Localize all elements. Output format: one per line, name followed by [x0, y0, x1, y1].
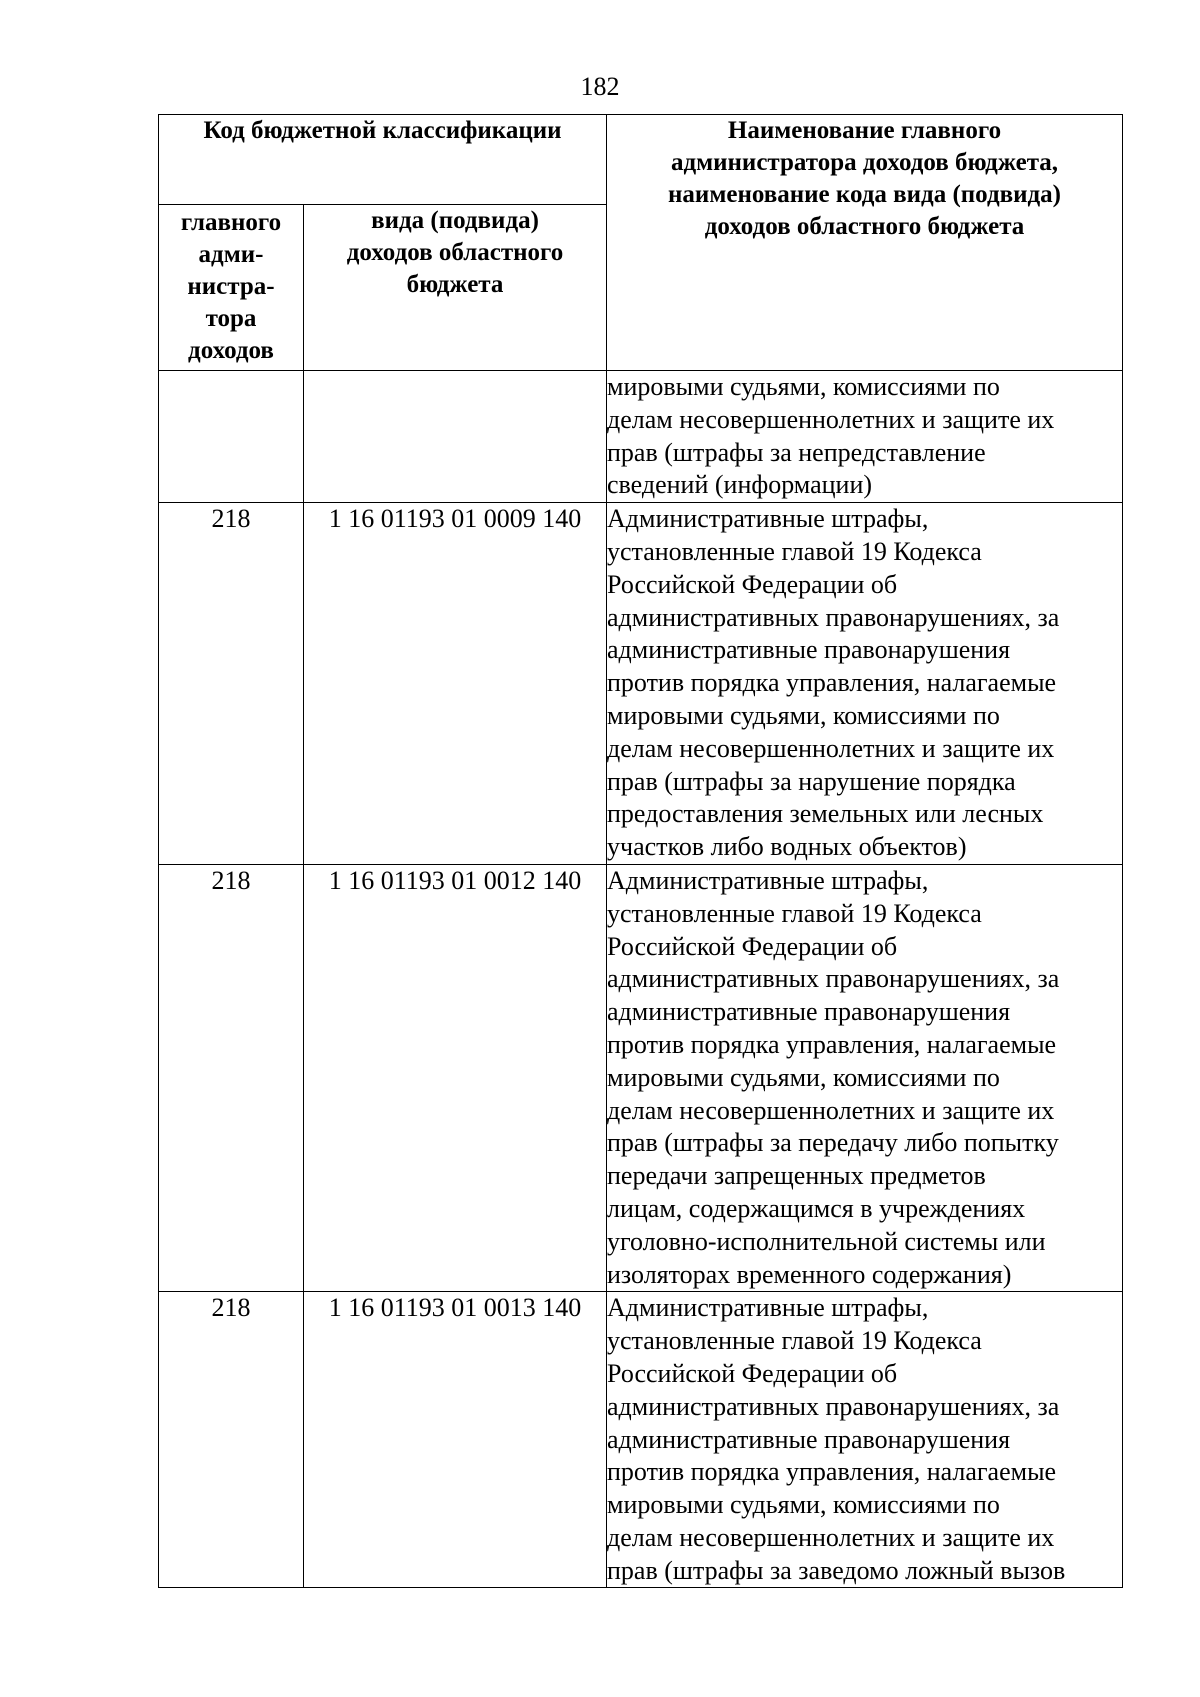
code-header-line: доходов областного [346, 239, 564, 266]
description-line: Административные штрафы, [607, 504, 929, 534]
admin-column-header [159, 205, 304, 371]
admin-code-cell [159, 371, 304, 503]
description-line: против порядка управления, налагаемые [607, 1457, 1057, 1487]
budget-code-group-header: Код бюджетной классификации [159, 115, 607, 205]
description-cell [607, 371, 1123, 503]
name-header-line: Наименование главного [727, 117, 1002, 144]
description-line: уголовно-исполнительной системы или [607, 1226, 1046, 1256]
description-line: делам несовершеннолетних и защите их [607, 1095, 1055, 1125]
description-line: прав (штрафы за нарушение порядка [607, 766, 1016, 796]
description-line: прав (штрафы за непредставление [607, 437, 986, 467]
code-column-header [304, 205, 607, 371]
name-header-line: наименование кода вида (подвида) [668, 181, 1061, 208]
description-line: делам несовершеннолетних и защите их [607, 733, 1055, 763]
description-line: Административные штрафы, [607, 1293, 929, 1323]
name-header-line: доходов областного бюджета [704, 213, 1025, 240]
income-code-cell: 1 16 01193 01 0009 140 [304, 503, 607, 865]
description-line: административных правонарушениях, за [607, 964, 1060, 994]
description-line: мировыми судьями, комиссиями по [607, 372, 1000, 401]
description-cell [607, 1292, 1123, 1588]
description-line: административные правонарушения [607, 1424, 1011, 1454]
description-cell [607, 503, 1123, 865]
admin-code-cell: 218 [159, 864, 304, 1291]
name-column-header [607, 115, 1123, 371]
income-code-cell: 1 16 01193 01 0012 140 [304, 864, 607, 1291]
admin-code-cell: 218 [159, 503, 304, 865]
description-line: административные правонарушения [607, 635, 1011, 665]
income-code-cell [304, 371, 607, 503]
description-line: установленные главой 19 Кодекса [607, 536, 982, 566]
description-line: прав (штрафы за передачу либо попытку [607, 1128, 1059, 1158]
description-line: административные правонарушения [607, 997, 1011, 1027]
admin-header-line: главного [180, 209, 282, 236]
description-line: делам несовершеннолетних и защите их [607, 1522, 1055, 1552]
admin-header-line: тора [205, 305, 257, 332]
description-line: административных правонарушениях, за [607, 1391, 1060, 1421]
code-header-line: вида (подвида) [371, 207, 539, 234]
description-cell [607, 864, 1123, 1291]
description-line: мировыми судьями, комиссиями по [607, 1062, 1000, 1092]
description-line: установленные главой 19 Кодекса [607, 1326, 982, 1356]
description-line: Российской Федерации об [607, 1358, 898, 1388]
description-line: Российской Федерации об [607, 931, 898, 961]
description-line: изоляторах временного содержания) [607, 1259, 1012, 1289]
table-body [159, 371, 1123, 1588]
description-line: административных правонарушениях, за [607, 602, 1060, 632]
description-line: делам несовершеннолетних и защите их [607, 404, 1055, 434]
page-number: 182 [580, 72, 620, 101]
description-line: мировыми судьями, комиссиями по [607, 700, 1000, 730]
description-line: передачи запрещенных предметов [607, 1161, 986, 1191]
admin-header-line: доходов [188, 337, 274, 364]
name-header-line: администратора доходов бюджета, [670, 149, 1059, 176]
description-line: против порядка управления, налагаемые [607, 668, 1057, 698]
description-line: участков либо водных объектов) [607, 832, 967, 862]
table-row [159, 371, 1123, 503]
description-line: предоставления земельных или лесных [607, 799, 1044, 829]
code-header-line: бюджета [406, 271, 504, 298]
description-line: лицам, содержащимся в учреждениях [607, 1193, 1026, 1223]
description-line: против порядка управления, налагаемые [607, 1029, 1057, 1059]
admin-code-cell: 218 [159, 1292, 304, 1588]
description-line: сведений (информации) [607, 470, 873, 500]
description-line: установленные главой 19 Кодекса [607, 898, 982, 928]
table-row [159, 864, 1123, 1291]
description-line: Административные штрафы, [607, 865, 929, 895]
description-line: Российской Федерации об [607, 569, 898, 599]
table-row [159, 503, 1123, 865]
budget-classification-table [158, 114, 1123, 1588]
admin-header-line: нистра- [187, 273, 275, 300]
description-line: прав (штрафы за заведомо ложный вызов [607, 1555, 1066, 1585]
description-line: мировыми судьями, комиссиями по [607, 1490, 1000, 1520]
income-code-cell: 1 16 01193 01 0013 140 [304, 1292, 607, 1588]
admin-header-line: адми- [198, 241, 264, 268]
table-row [159, 1292, 1123, 1588]
